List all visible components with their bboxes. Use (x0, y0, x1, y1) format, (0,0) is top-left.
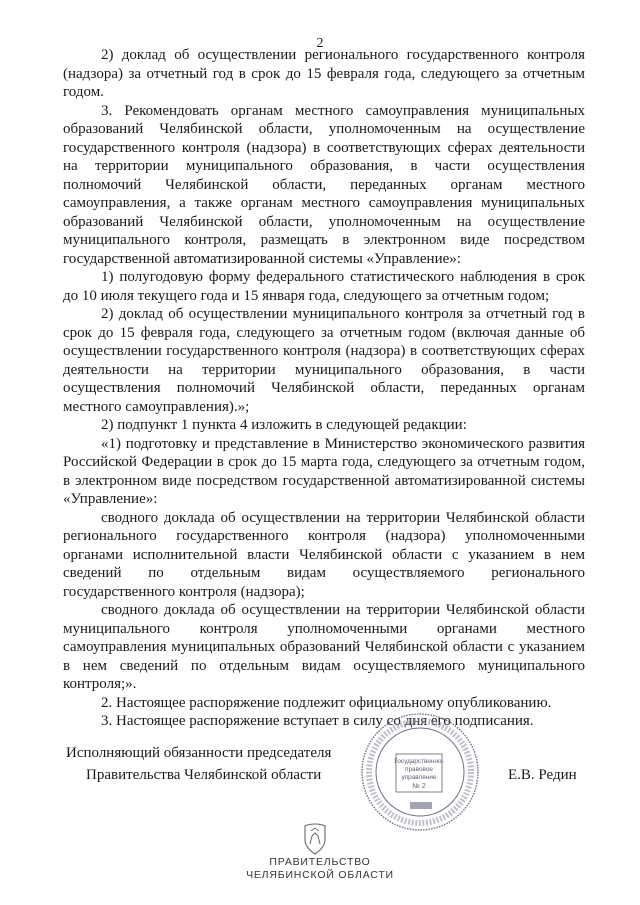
official-seal-stamp (358, 710, 482, 834)
signatory-title-line1: Исполняющий обязанности председателя (66, 745, 332, 761)
paragraph-subpoint-change: 2) подпункт 1 пункта 4 изложить в следующей редакции: (101, 417, 467, 433)
paragraph-effective-date: 3. Настоящее распоряжение вступает в силу со дня его подписания. (101, 713, 534, 729)
paragraph-municipal-report: 2) доклад об осуществлении муниципального контроля за отчетный год в срок до 15 февраля года, следующего за отчетным годом (включая данные об осуществлении государственного контроля (надзора) в соответствующих сферах деятельности на территории муниципального образования, в части осуществления полномочий Челябинской области, переданных органам местного самоуправления).»; (63, 306, 585, 415)
signatory-name: Е.В. Редин (508, 767, 577, 783)
document-body (63, 46, 585, 731)
paragraph-recommendation: 3. Рекомендовать органам местного самоуправления муниципальных образований Челябинской области, уполномоченным на осуществление государственного контроля (надзора) в соответствующих сферах деятельности на территории муниципального образования, в части осуществления полномочий Челябинской области, переданных органам местного самоуправления, а также органам местного самоуправления муниципальных образований Челябинской области, уполномоченным на осуществление муниципального контроля, размещать в электронном виде посредством государственной автоматизированной системы «Управление»: (63, 102, 585, 267)
seal-inner-line4: № 2 (412, 783, 426, 790)
seal-inner-line2: правовое (405, 766, 433, 773)
footer-line1: ПРАВИТЕЛЬСТВО (269, 856, 371, 868)
paragraph-regional-summary: сводного доклада об осуществлении на территории Челябинской области регионального государственного контроля (надзора) уполномоченными органами исполнительной власти Челябинской области с указанием в нем сведений по отдельным видам осуществляемого регионального государственного контроля (надзора); (63, 509, 585, 600)
paragraph-report-regional: 2) доклад об осуществлении регионального государственного контроля (надзора) за отчетный год в срок до 15 февраля года, следующего за отчетным годом. (63, 47, 585, 100)
paragraph-publication: 2. Настоящее распоряжение подлежит официальному опубликованию. (101, 694, 552, 711)
footer-line2: ЧЕЛЯБИНСКОЙ ОБЛАСТИ (246, 868, 394, 881)
page-number: 2 (316, 36, 324, 51)
footer-organization (0, 856, 640, 881)
paragraph-municipal-summary: сводного доклада об осуществлении на территории Челябинской области муниципального контроля уполномоченными органами местного самоуправления муниципальных образований Челябинской области с указанием в нем сведений по отдельным видам осуществляемого муниципального контроля;». (63, 602, 585, 692)
coat-of-arms-icon (300, 822, 330, 856)
paragraph-semiannual-form: 1) полугодовую форму федерального статистического наблюдения в срок до 10 июля текущего года и 15 января года, следующего за отчетным годом; (63, 269, 585, 304)
seal-inner-line1: Государственно- (394, 758, 444, 765)
signatory-title-line2: Правительства Челябинской области (86, 767, 322, 783)
seal-inner-line3: управление (401, 774, 437, 781)
paragraph-ministry-submission: «1) подготовку и представление в Министерство экономического развития Российской Федерации в срок до 15 марта года, следующего за отчетным годом, в электронном виде посредством государственной автоматизированной системы «Управление»: (63, 435, 585, 507)
